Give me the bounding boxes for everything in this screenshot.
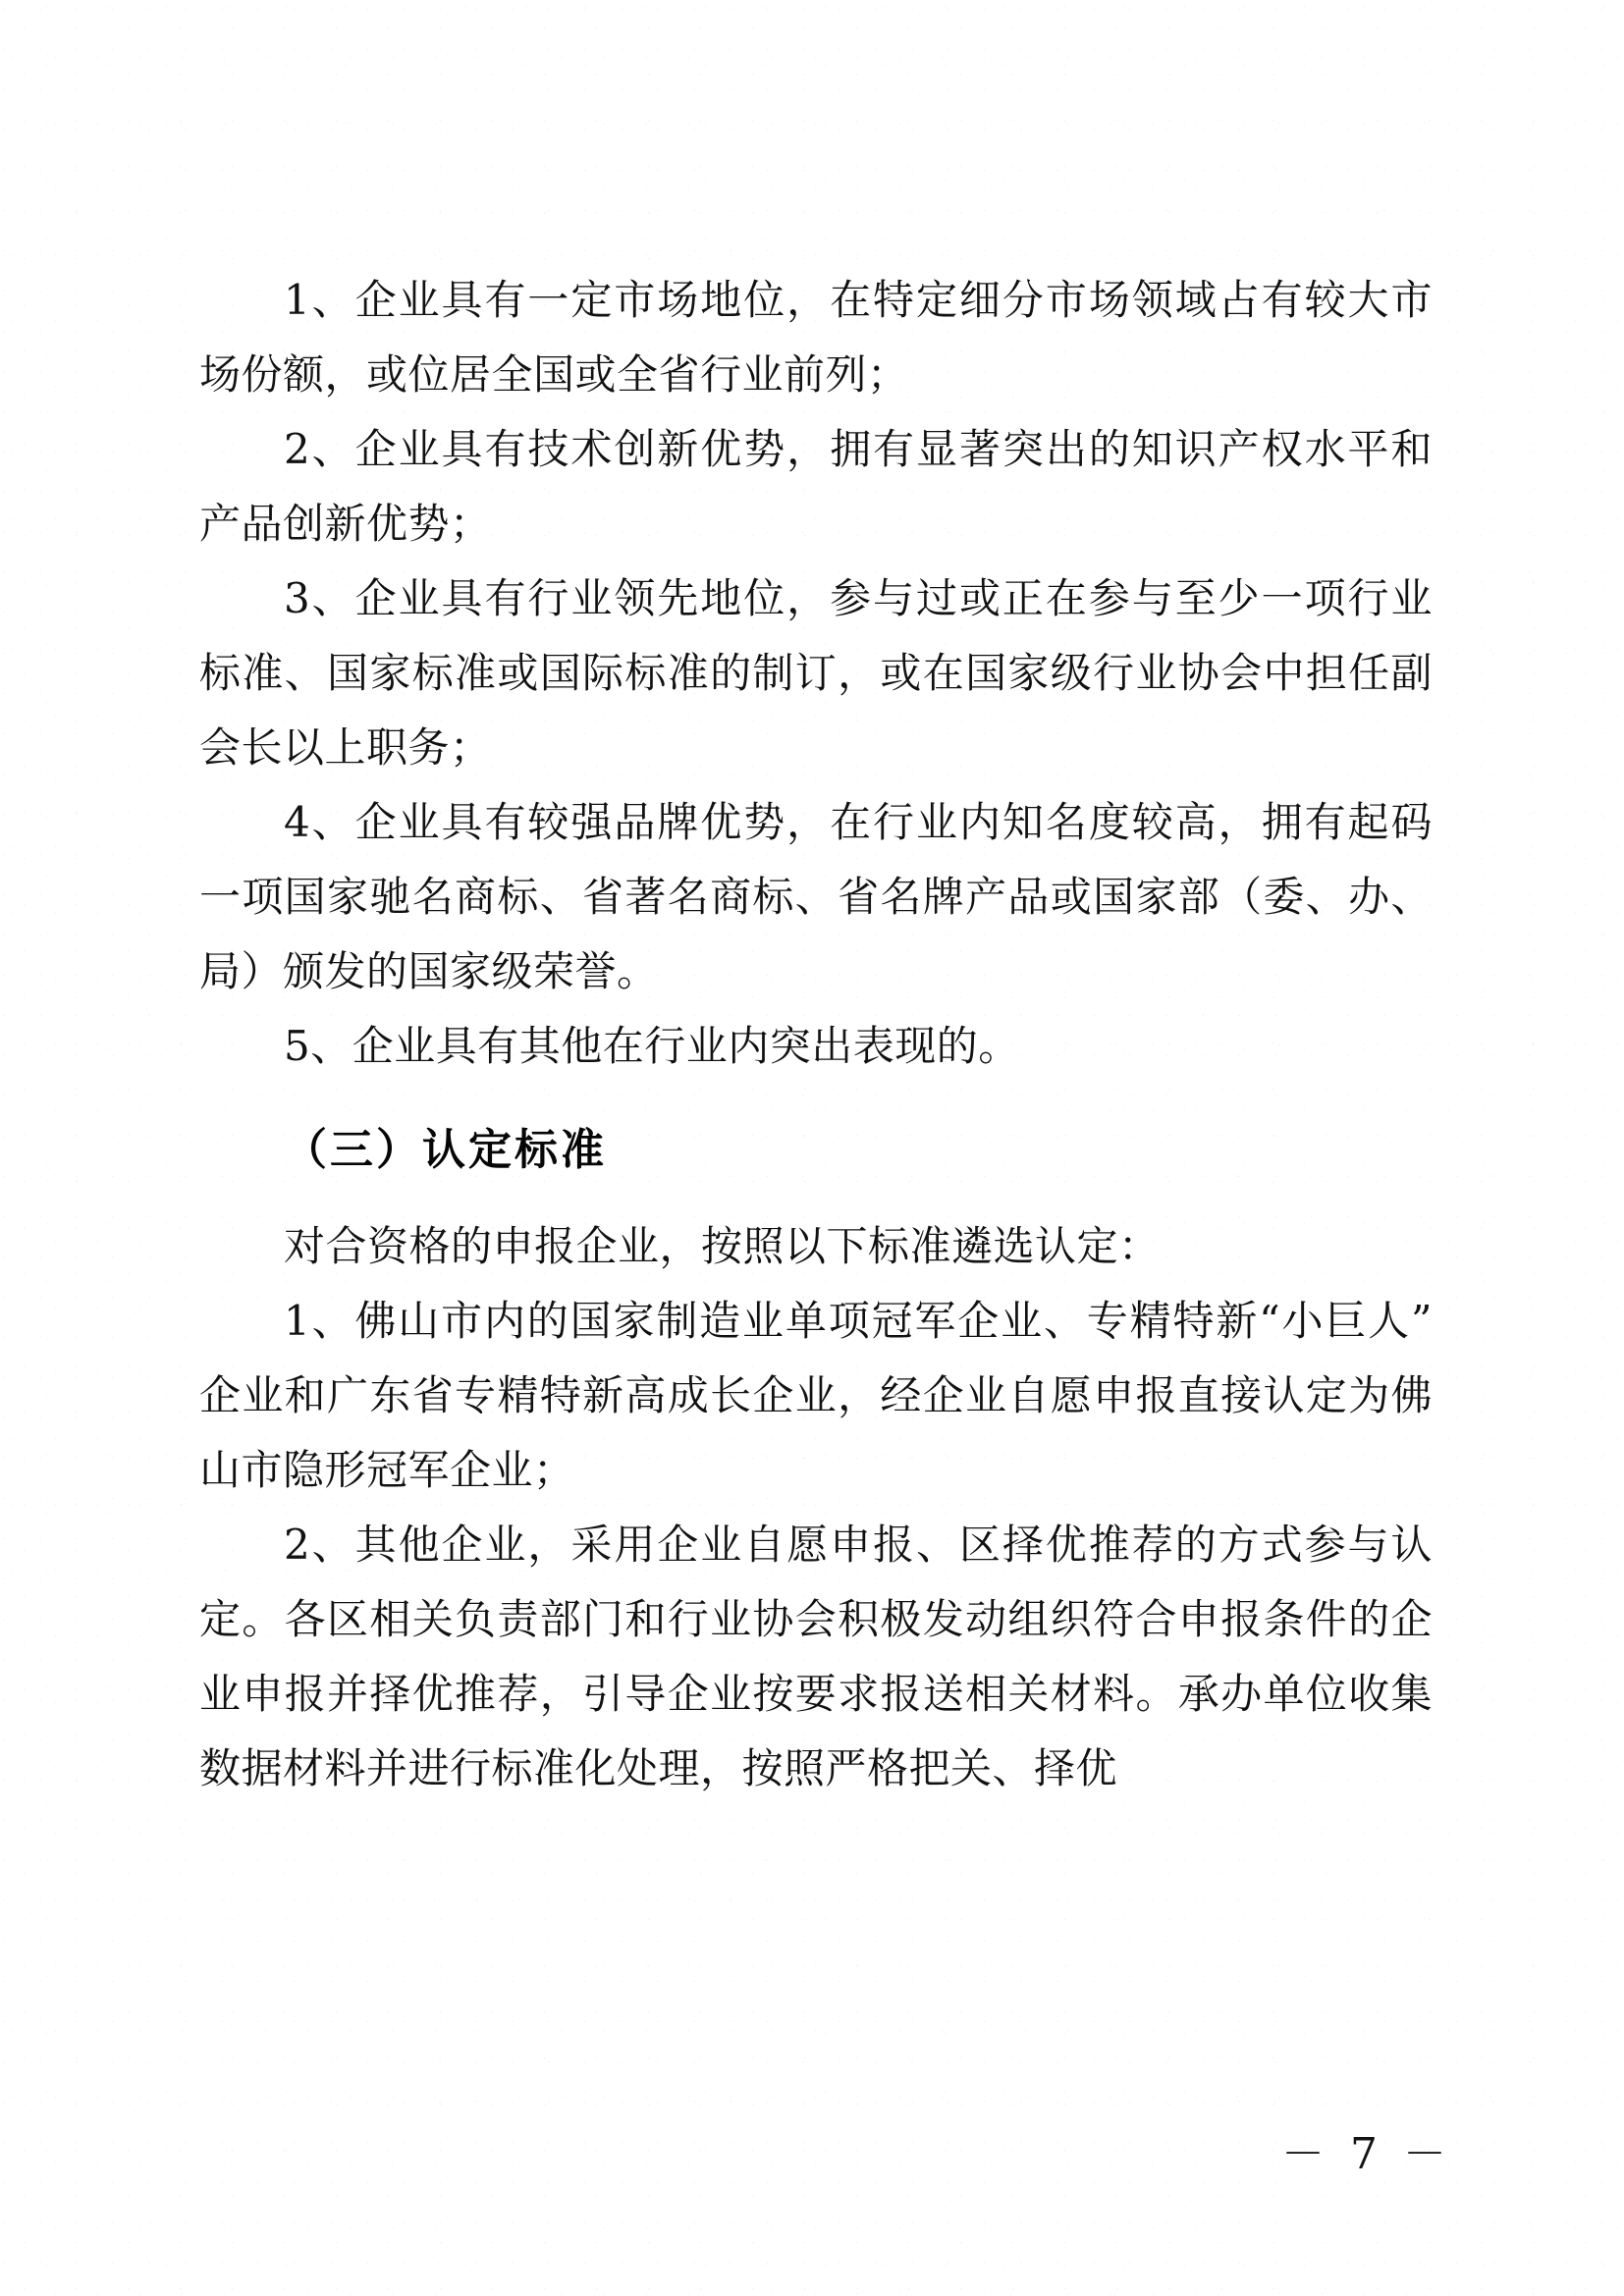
- paragraph-recognition-intro: 对合资格的申报企业，按照以下标准遴选认定：: [284, 1222, 1161, 1270]
- paragraph-criteria-1: 1、企业具有一定市场地位，在特定细分市场领域占有较大市场份额，或位居全国或全省行业前列；: [199, 276, 1433, 399]
- paragraph-recognition-2: 2、其他企业，采用企业自愿申报、区择优推荐的方式参与认定。各区相关负责部门和行业协会积极发动组织符合申报条件的企业申报并择优推荐，引导企业按要求报送相关材料。承办单位收集数据材料并进行标准化处理，按照严格把关、择优: [199, 1521, 1433, 1792]
- paragraph-criteria-3: 3、企业具有行业领先地位，参与过或正在参与至少一项行业标准、国家标准或国际标准的制订，或在国家级行业协会中担任副会长以上职务；: [199, 574, 1433, 772]
- page-footer: [0, 2110, 1624, 2199]
- section-heading-recognition-standard: （三）认定标准: [284, 1125, 607, 1175]
- document-body: [199, 263, 1433, 1806]
- page-number: － 7 －: [1281, 2129, 1452, 2179]
- paragraph-criteria-5: 5、企业具有其他在行业内突出表现的。: [284, 1022, 1020, 1070]
- paragraph-criteria-2: 2、企业具有技术创新优势，拥有显著突出的知识产权水平和产品创新优势；: [199, 425, 1433, 548]
- paragraph-recognition-1: 1、佛山市内的国家制造业单项冠军企业、专精特新“小巨人”企业和广东省专精特新高成长企业，经企业自愿申报直接认定为佛山市隐形冠军企业；: [199, 1297, 1433, 1494]
- paragraph-criteria-4: 4、企业具有较强品牌优势，在行业内知名度较高，拥有起码一项国家驰名商标、省著名商标、省名牌产品或国家部（委、办、局）颁发的国家级荣誉。: [199, 798, 1433, 995]
